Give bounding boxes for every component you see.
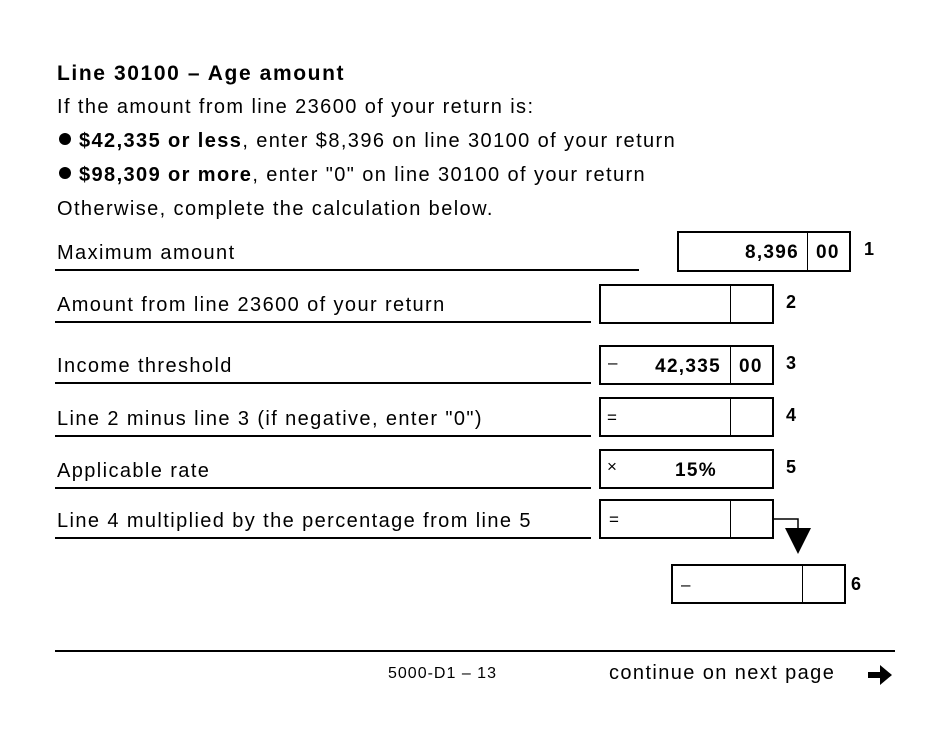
line-4-amount-field[interactable] [599, 397, 774, 437]
bullet-item [59, 164, 646, 187]
cents-divider [730, 399, 731, 435]
intro-text: If the amount from line 23600 of your return is: [57, 96, 535, 118]
line-1-cents: 00 [816, 242, 840, 263]
cents-divider [730, 347, 731, 383]
line-2-rule [55, 321, 591, 323]
line-3-dollars: 42,335 [655, 356, 721, 377]
equals-operator: = [607, 408, 617, 427]
line-1-dollars: 8,396 [744, 242, 799, 263]
form-page-code: 5000-D1 – 13 [388, 665, 497, 682]
bullet-instruction: , enter "0" on line 30100 of your return [252, 164, 647, 186]
cents-divider [730, 286, 731, 322]
line-5-number: 5 [786, 457, 797, 477]
line-3-number: 3 [786, 353, 797, 373]
product-line-label: Line 4 multiplied by the percentage from line 5 [57, 510, 532, 532]
line-5-rate: 15% [675, 460, 717, 481]
bullet-icon [59, 167, 71, 179]
bullet-threshold: $98,309 or more [79, 164, 253, 186]
minus-operator: – [608, 353, 618, 372]
line-5-label: Applicable rate [57, 460, 211, 482]
line-4-number: 4 [786, 405, 797, 425]
multiply-operator: × [607, 457, 617, 476]
footer-rule [55, 650, 895, 652]
line-2-number: 2 [786, 292, 797, 312]
line-2-amount-field[interactable] [599, 284, 774, 324]
line-1-number: 1 [864, 239, 875, 259]
line-1-rule [55, 269, 639, 271]
line-5-rate-field [599, 449, 774, 489]
right-arrow-icon [866, 663, 894, 687]
cents-divider [730, 501, 731, 537]
line-1-label: Maximum amount [57, 242, 236, 264]
line-3-rule [55, 382, 591, 384]
cents-divider [807, 233, 808, 270]
line-2-label: Amount from line 23600 of your return [57, 294, 446, 316]
bullet-threshold: $42,335 or less [79, 130, 243, 152]
line-4-rule [55, 435, 591, 437]
equals-operator: = [609, 510, 619, 529]
line-1-amount-field[interactable] [677, 231, 851, 272]
line-5-rule [55, 487, 591, 489]
bullet-icon [59, 133, 71, 145]
cents-divider [802, 566, 803, 602]
down-arrow-icon [770, 514, 814, 558]
line-6-number: 6 [851, 574, 862, 594]
line-6-amount-field[interactable] [671, 564, 846, 604]
line-3-cents: 00 [739, 356, 763, 377]
bullet-instruction: , enter $8,396 on line 30100 of your return [242, 130, 677, 152]
continue-note: continue on next page [609, 662, 836, 684]
otherwise-text: Otherwise, complete the calculation below. [57, 198, 494, 220]
section-title: Line 30100 – Age amount [57, 62, 346, 85]
minus-operator: – [681, 575, 691, 594]
line-4-label: Line 2 minus line 3 (if negative, enter "0") [57, 408, 483, 430]
bullet-item [59, 130, 676, 153]
product-amount-field[interactable] [599, 499, 774, 539]
line-3-label: Income threshold [57, 355, 233, 377]
product-line-rule [55, 537, 591, 539]
line-3-amount-field[interactable] [599, 345, 774, 385]
